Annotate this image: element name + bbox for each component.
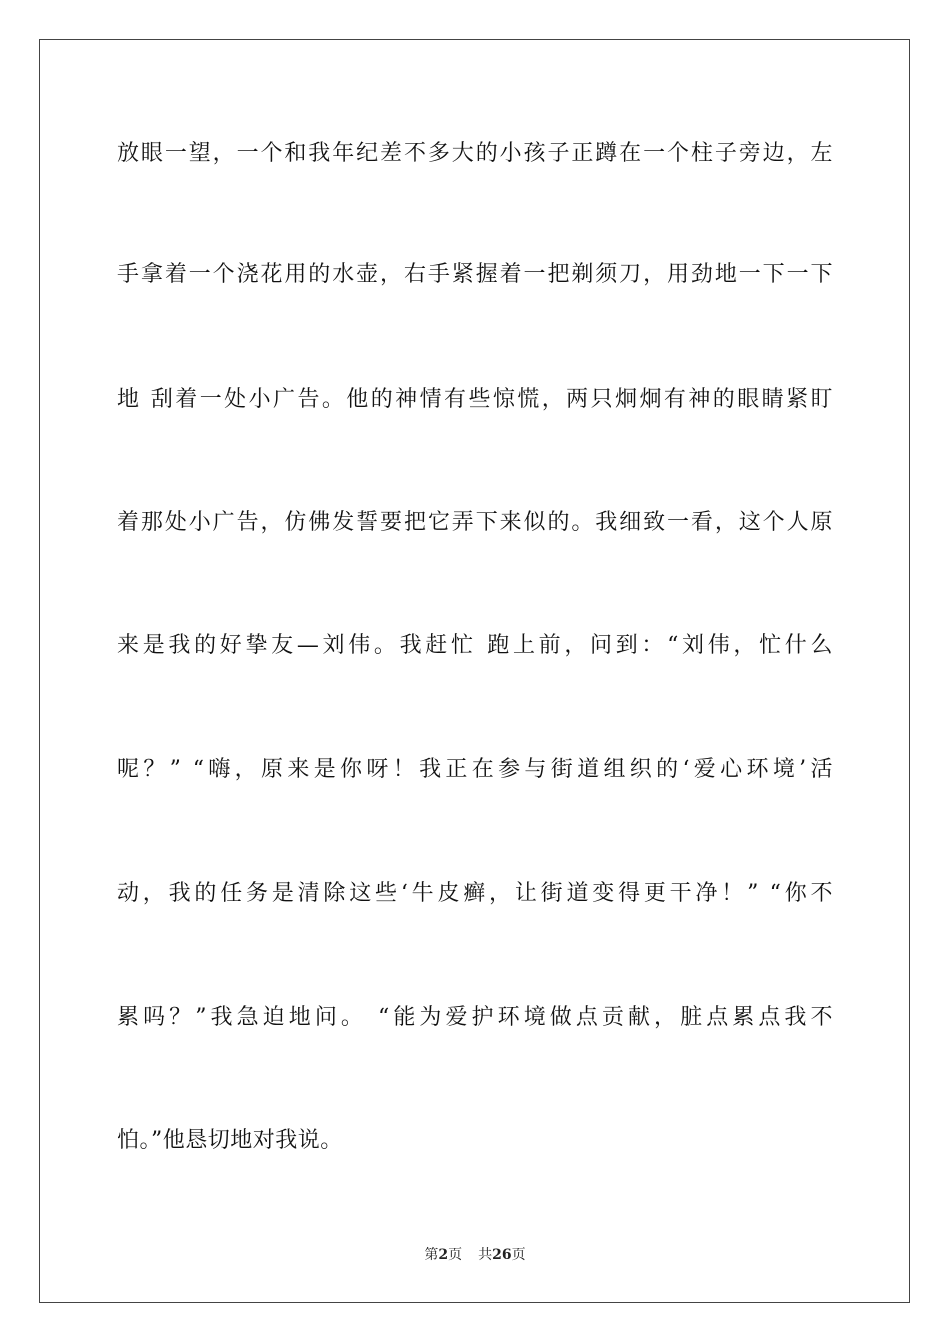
text-line-1: 放眼一望，一个和我年纪差不多大的小孩子正蹲在一个柱子旁边，左 xyxy=(117,141,833,166)
page-number: 2 xyxy=(438,1247,449,1263)
page-prefix: 第 xyxy=(424,1247,439,1263)
text-line-6: 呢？” “嗨，原来是你呀！我正在参与街道组织的‘爱心环境’活 xyxy=(117,757,833,782)
page-footer xyxy=(0,1245,950,1265)
total-pages: 26 xyxy=(492,1247,512,1263)
total-prefix: 共 xyxy=(478,1247,493,1263)
page-suffix: 页 xyxy=(448,1247,463,1263)
text-line-5: 来是我的好挚友—刘伟。我赶忙 跑上前，问到：“刘伟，忙什么 xyxy=(117,633,833,658)
text-line-8: 累吗？”我急迫地问。 “能为爱护环境做点贡献，脏点累点我不 xyxy=(117,1005,833,1030)
text-line-7: 动，我的任务是清除这些‘牛皮癣，让街道变得更干净！” “你不 xyxy=(117,881,833,906)
text-line-9: 怕。”他恳切地对我说。 xyxy=(117,1128,343,1153)
text-line-4: 着那处小广告，仿佛发誓要把它弄下来似的。我细致一看，这个人原 xyxy=(117,510,833,535)
text-line-2: 手拿着一个浇花用的水壶，右手紧握着一把剃须刀，用劲地一下一下 xyxy=(117,262,833,287)
text-line-3: 地 刮着一处小广告。他的神情有些惊慌，两只炯炯有神的眼睛紧盯 xyxy=(117,387,833,412)
page-border xyxy=(39,39,910,1303)
total-suffix: 页 xyxy=(511,1247,526,1263)
